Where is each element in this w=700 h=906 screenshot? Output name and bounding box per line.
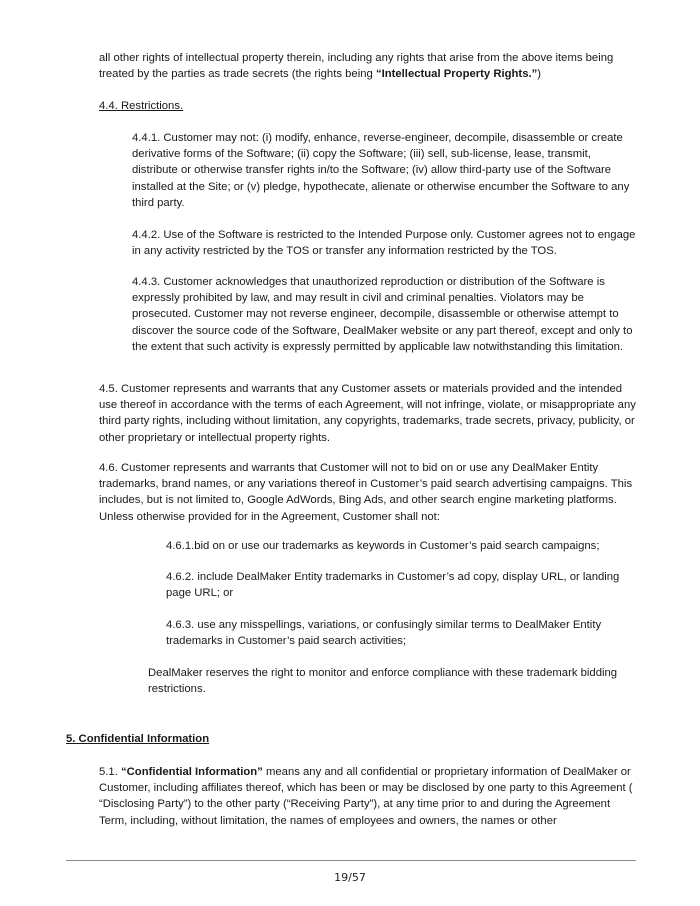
clause-5-1-number: 5.1. (99, 766, 121, 778)
section-5-heading (66, 731, 626, 747)
paragraph-ipr (99, 50, 639, 82)
defined-term-ipr: “Intellectual Property Rights.” (375, 68, 538, 81)
section-5-heading-text: 5. Confidential Information (66, 733, 210, 745)
reserve-rights-paragraph: DealMaker reserves the right to monitor and enforce compliance with these trademark bidding restrictions. (148, 667, 618, 696)
clause-4-6-3: 4.6.3. use any misspellings, variations, or confusingly similar terms to DealMaker Entity trademarks in Customer’s paid search activities; (166, 619, 602, 648)
clause-4-5: 4.5. Customer represents and warrants that any Customer assets or materials provided and the intended use thereof in accordance with the terms of each Agreement, will not infringe, violate, or misappropriate any third party rights, including without limitation, any copyrights, trademarks, trade secrets, privacy, publicity, or other proprietary or intellectual property rights. (99, 383, 636, 444)
page-number: 19/57 (334, 871, 366, 884)
clause-4-4-1: 4.4.1. Customer may not: (i) modify, enhance, reverse-engineer, decompile, disassemble or create derivative forms of the Software; (ii) copy the Software; (iii) sell, sub-license, lease, transmit, distribute or otherwise transfer rights in/to the Software; (iv) allow third-party use of the Software installed at the Site; or (v) pledge, hypothecate, alienate or otherwise encumber the Software to any third party. (132, 132, 630, 209)
clause-4-6-2: 4.6.2. include DealMaker Entity trademarks in Customer’s ad copy, display URL, or landing page URL; or (166, 571, 620, 600)
clause-4-6: 4.6. Customer represents and warrants that Customer will not to bid on or use any DealMaker Entity trademarks, brand names, or any variations thereof in Customer’s paid search advertising campaigns. This includes, but is not limited to, Google AdWords, Bing Ads, and other search engine marketing platforms. Unless otherwise provided for in the Agreement, Customer shall not: (99, 462, 633, 523)
footer-divider (66, 860, 636, 861)
paragraph-ipr-end: ) (537, 68, 542, 81)
section-4-4-heading-text: 4.4. Restrictions. (99, 100, 184, 112)
defined-term-confidential-information: “Confidential Information” (120, 766, 263, 778)
paragraph-ipr-text: all other rights of intellectual property therein, including any rights that arise from the above items being treated by the parties as trade secrets (the rights being (99, 52, 614, 81)
clause-5-1-text: means any and all confidential or proprietary information of DealMaker or Customer, including affiliates thereof, which has been or may be disclosed by one party to this Agreement ( “Disclosing Party”) to the other party (“Receiving Party”), at any time prior to and during the Agreement Term, including, without limitation, the names of employees and owners, the names or other (99, 766, 633, 827)
clause-4-4-2: 4.4.2. Use of the Software is restricted to the Intended Purpose only. Customer agrees not to engage in any activity restricted by the TOS or transfer any information restricted by the TOS. (132, 229, 636, 258)
clause-4-4-3: 4.4.3. Customer acknowledges that unauthorized reproduction or distribution of the Software is expressly prohibited by law, and may result in civil and criminal penalties. Violators may be prosecuted. Customer may not reverse engineer, decompile, disassemble or otherwise attempt to discover the source code of the Software, DealMaker website or any part thereof, except and only to the extent that such activity is expressly permitted by applicable law notwithstanding this limitation. (132, 276, 633, 353)
clause-5-1 (99, 764, 639, 829)
section-4-4-heading (99, 98, 639, 114)
clause-4-6-1: 4.6.1.bid on or use our trademarks as keywords in Customer’s paid search campaigns; (166, 540, 600, 552)
